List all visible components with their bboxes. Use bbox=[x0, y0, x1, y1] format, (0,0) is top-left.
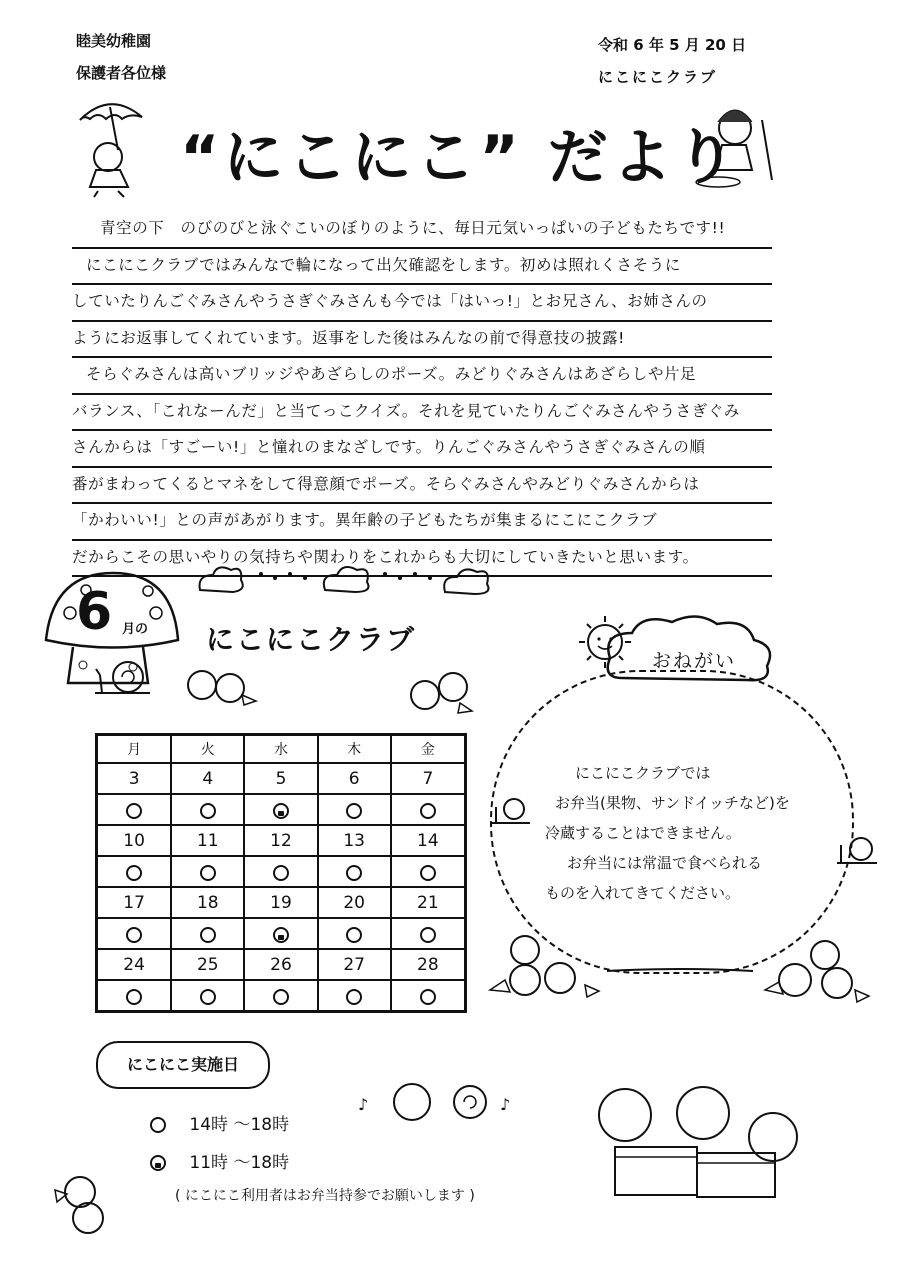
hydrangea-icon bbox=[182, 660, 262, 710]
snail-icon bbox=[835, 833, 880, 868]
body-line: 青空の下 のびのびと泳ぐこいのぼりのように、毎日元気いっぱいの子どもたちです!! bbox=[72, 212, 772, 249]
hydrangea-icon bbox=[395, 665, 480, 720]
circle-mark-icon bbox=[346, 865, 362, 881]
mark-cell bbox=[97, 794, 172, 825]
circle-mark-icon bbox=[273, 865, 289, 881]
mark-cell bbox=[171, 980, 244, 1012]
mark-cell bbox=[244, 856, 317, 887]
date-cell: 4 bbox=[171, 763, 244, 794]
mark-cell bbox=[318, 856, 391, 887]
circle-mark-icon bbox=[346, 803, 362, 819]
calendar-title: にこにこクラブ bbox=[206, 623, 417, 656]
mark-cell bbox=[318, 918, 391, 949]
circle-mark-icon bbox=[420, 989, 436, 1005]
onigiri-mark-icon bbox=[273, 803, 289, 819]
circle-mark-icon bbox=[126, 803, 142, 819]
date-cell: 12 bbox=[244, 825, 317, 856]
weekday-header: 金 bbox=[391, 735, 466, 764]
circle-mark-icon bbox=[420, 927, 436, 943]
body-line: していたりんごぐみさんやうさぎぐみさんも今では「はいっ!」とお兄さん、お姉さんの bbox=[72, 285, 772, 322]
mark-cell bbox=[171, 794, 244, 825]
request-title: おねがい bbox=[652, 650, 737, 672]
month-number: 6 bbox=[76, 582, 113, 642]
body-line: 番がまわってくるとマネをして得意顔でポーズ。そらぐみさんやみどりぐみさんからは bbox=[72, 468, 772, 505]
svg-text:♪: ♪ bbox=[358, 1095, 369, 1114]
date-cell: 28 bbox=[391, 949, 466, 980]
onigiri-mark-icon bbox=[150, 1155, 166, 1171]
school-name: 睦美幼稚園 bbox=[76, 32, 152, 50]
body-line: そらぐみさんは高いブリッジやあざらしのポーズ。みどりぐみさんはあざらしや片足 bbox=[72, 358, 772, 395]
newsletter-body bbox=[72, 212, 772, 577]
circle-mark-icon bbox=[273, 989, 289, 1005]
mark-cell bbox=[171, 918, 244, 949]
circle-mark-icon bbox=[200, 803, 216, 819]
date-cell: 24 bbox=[97, 949, 172, 980]
mark-cell bbox=[318, 794, 391, 825]
mark-cell bbox=[244, 980, 317, 1012]
mark-row bbox=[97, 980, 466, 1012]
mark-cell bbox=[318, 980, 391, 1012]
schedule-time: 14時 ～18時 bbox=[189, 1115, 290, 1135]
body-line: バランス、「これなーんだ」と当てっこクイズ。それを見ていたりんごぐみさんやうさぎぐみ bbox=[72, 395, 772, 432]
date-row bbox=[97, 949, 466, 980]
circle-mark-icon bbox=[200, 989, 216, 1005]
date-cell: 14 bbox=[391, 825, 466, 856]
mark-cell bbox=[391, 794, 466, 825]
mark-cell bbox=[244, 794, 317, 825]
schedule-row bbox=[150, 1148, 289, 1173]
body-line: 「かわいい!」との声があがります。異年齢の子どもたちが集まるにこにこクラブ bbox=[72, 504, 772, 541]
body-line: ようにお返事してくれています。返事をした後はみんなの前で得意技の披露! bbox=[72, 322, 772, 359]
date-cell: 21 bbox=[391, 887, 466, 918]
date-cell: 3 bbox=[97, 763, 172, 794]
issue-date: 令和 6 年 5 月 20 日 bbox=[598, 36, 747, 54]
cloud-icon bbox=[195, 560, 495, 600]
snail-icon bbox=[490, 795, 532, 827]
request-text bbox=[545, 758, 845, 908]
date-cell: 19 bbox=[244, 887, 317, 918]
mark-row bbox=[97, 794, 466, 825]
date-cell: 26 bbox=[244, 949, 317, 980]
body-line: さんからは「すごーい!」と憧れのまなざしです。りんごぐみさんやうさぎぐみさんの順 bbox=[72, 431, 772, 468]
hydrangea-icon bbox=[755, 935, 875, 1005]
body-line: だからこその思いやりの気持ちや関わりをこれからも大切にしていきたいと思います。 bbox=[72, 541, 772, 578]
date-cell: 5 bbox=[244, 763, 317, 794]
svg-text:♪: ♪ bbox=[500, 1095, 511, 1114]
sun-icon bbox=[575, 612, 635, 672]
date-cell: 25 bbox=[171, 949, 244, 980]
circle-mark-icon bbox=[126, 865, 142, 881]
month-suffix: 月の bbox=[122, 622, 149, 637]
weekday-header: 木 bbox=[318, 735, 391, 764]
weekday-header: 月 bbox=[97, 735, 172, 764]
date-row bbox=[97, 825, 466, 856]
mark-cell bbox=[97, 980, 172, 1012]
body-line: にこにこクラブではみんなで輪になって出欠確認をします。初めは照れくさそうに bbox=[72, 249, 772, 286]
club-name: にこにこクラブ bbox=[598, 68, 718, 86]
circle-mark-icon bbox=[346, 989, 362, 1005]
calendar-header-row bbox=[97, 735, 466, 764]
date-cell: 10 bbox=[97, 825, 172, 856]
newsletter-title: “にこにこ” だより bbox=[180, 123, 740, 193]
divider-line bbox=[605, 966, 755, 976]
request-line: お弁当には常温で食べられる bbox=[567, 854, 763, 872]
calendar-table bbox=[95, 733, 467, 1013]
request-line: にこにこクラブでは bbox=[575, 764, 711, 782]
date-cell: 18 bbox=[171, 887, 244, 918]
request-line: ものを入れてきてください。 bbox=[545, 884, 741, 902]
circle-mark-icon bbox=[420, 865, 436, 881]
circle-mark-icon bbox=[126, 989, 142, 1005]
kids-icon bbox=[350, 1080, 520, 1125]
mark-cell bbox=[391, 918, 466, 949]
date-cell: 6 bbox=[318, 763, 391, 794]
request-line: お弁当(果物、サンドイッチなど)を bbox=[555, 794, 790, 812]
date-cell: 20 bbox=[318, 887, 391, 918]
kids-icon bbox=[585, 1075, 815, 1205]
circle-mark-icon bbox=[200, 865, 216, 881]
mark-cell bbox=[97, 918, 172, 949]
mark-cell bbox=[391, 856, 466, 887]
weekday-header: 火 bbox=[171, 735, 244, 764]
date-cell: 17 bbox=[97, 887, 172, 918]
schedule-title: にこにこ実施日 bbox=[96, 1041, 270, 1089]
mark-cell bbox=[244, 918, 317, 949]
circle-mark-icon bbox=[346, 927, 362, 943]
onigiri-mark-icon bbox=[273, 927, 289, 943]
date-row bbox=[97, 887, 466, 918]
circle-mark-icon bbox=[420, 803, 436, 819]
date-cell: 11 bbox=[171, 825, 244, 856]
mark-row bbox=[97, 856, 466, 887]
schedule-row bbox=[150, 1110, 289, 1135]
circle-mark-icon bbox=[200, 927, 216, 943]
date-cell: 13 bbox=[318, 825, 391, 856]
mark-row bbox=[97, 918, 466, 949]
snail-icon bbox=[90, 655, 160, 700]
date-row bbox=[97, 763, 466, 794]
mark-cell bbox=[391, 980, 466, 1012]
hydrangea-icon bbox=[485, 930, 605, 1000]
hydrangea-icon bbox=[50, 1170, 120, 1240]
date-cell: 27 bbox=[318, 949, 391, 980]
audience: 保護者各位様 bbox=[76, 64, 167, 82]
mark-cell bbox=[97, 856, 172, 887]
circle-mark-icon bbox=[150, 1117, 166, 1133]
weekday-header: 水 bbox=[244, 735, 317, 764]
circle-mark-icon bbox=[126, 927, 142, 943]
request-line: 冷蔵することはできません。 bbox=[545, 824, 741, 842]
schedule-time: 11時 ～18時 bbox=[189, 1153, 290, 1173]
date-cell: 7 bbox=[391, 763, 466, 794]
umbrella-girl-icon bbox=[70, 95, 160, 200]
schedule-note: ( にこにこ利用者はお弁当持参でお願いします ) bbox=[175, 1188, 475, 1204]
mark-cell bbox=[171, 856, 244, 887]
